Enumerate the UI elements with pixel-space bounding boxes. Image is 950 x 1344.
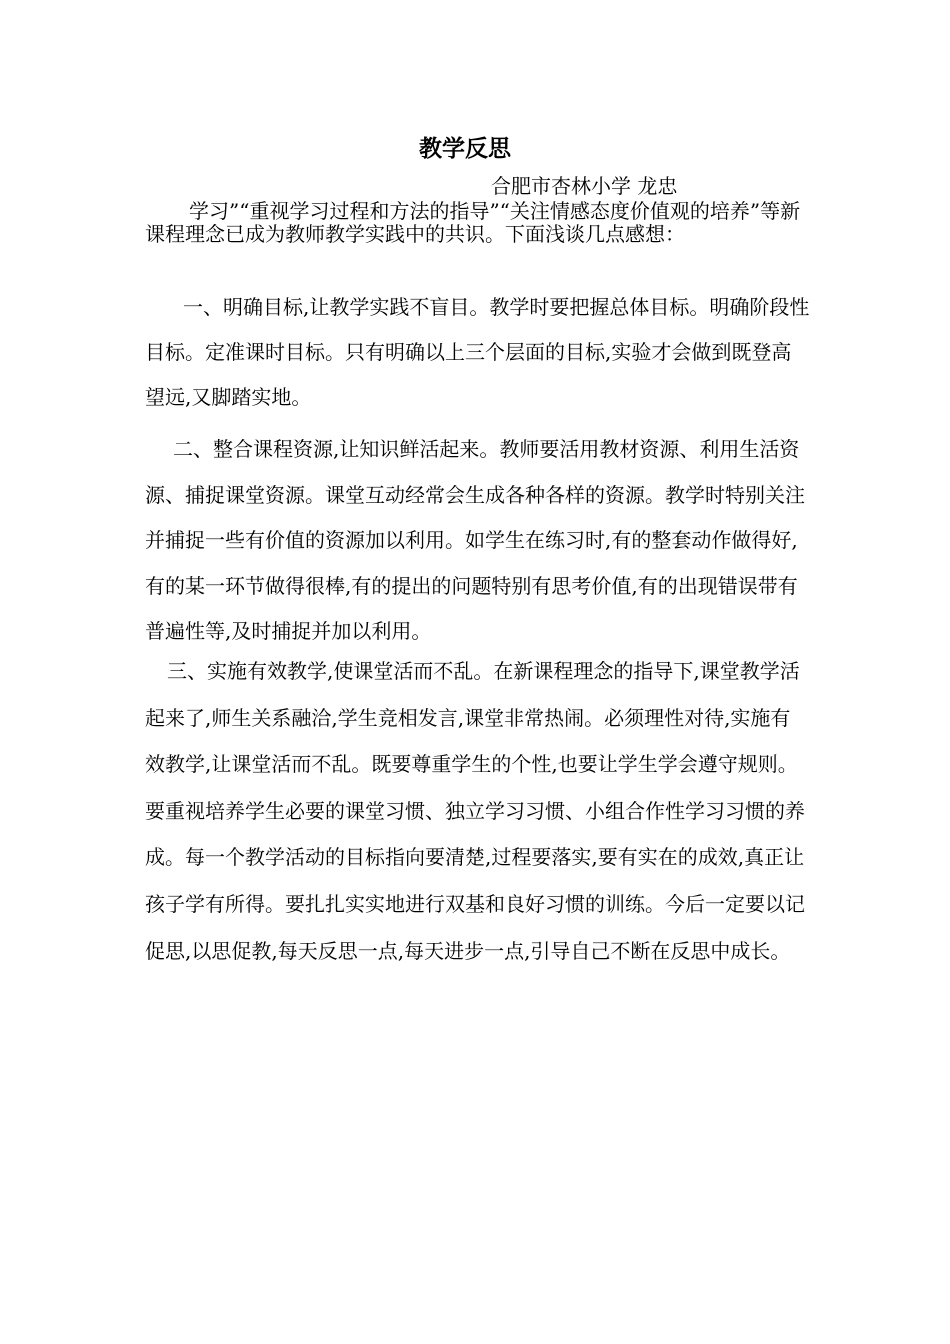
intro-paragraph: 学习”“重视学习过程和方法的指导”“关注情感态度价值观的培养”等新课程理念已成为教师教学实践中的共识。下面浅谈几点感想： xyxy=(145,199,801,246)
paragraph-2: 二、整合课程资源,让知识鲜活起来。教师要活用教材资源、利用生活资源、捕捉课堂资源。课堂互动经常会生成各种各样的资源。教学时特别关注并捕捉一些有价值的资源加以利用。如学生在练习时,有的整套动作做得好,有的某一环节做得很棒,有的提出的问题特别有思考价值,有的出现错误带有普遍性等,及时捕捉并加以利用。 xyxy=(145,437,805,643)
document-title: 教学反思 xyxy=(419,135,511,162)
paragraph-1: 一、明确目标,让教学实践不盲目。教学时要把握总体目标。明确阶段性目标。定准课时目标。只有明确以上三个层面的目标,实验才会做到既登高望远,又脚踏实地。 xyxy=(145,295,810,409)
author-line: 合肥市杏林小学 龙忠 xyxy=(491,174,678,198)
paragraph-3: 三、实施有效教学,使课堂活而不乱。在新课程理念的指导下,课堂教学活起来了,师生关系融洽,学生竞相发言,课堂非常热闹。必须理性对待,实施有效教学,让课堂活而不乱。既要尊重学生的个性,也要让学生学会遵守规则。要重视培养学生必要的课堂习惯、独立学习习惯、小组合作性学习习惯的养成。每一个教学活动的目标指向要清楚,过程要落实,要有实在的成效,真正让孩子学有所得。要扎扎实实地进行双基和良好习惯的训练。今后一定要以记促思,以思促教,每天反思一点,每天进步一点,引导自己不断在反思中成长。 xyxy=(145,659,805,963)
